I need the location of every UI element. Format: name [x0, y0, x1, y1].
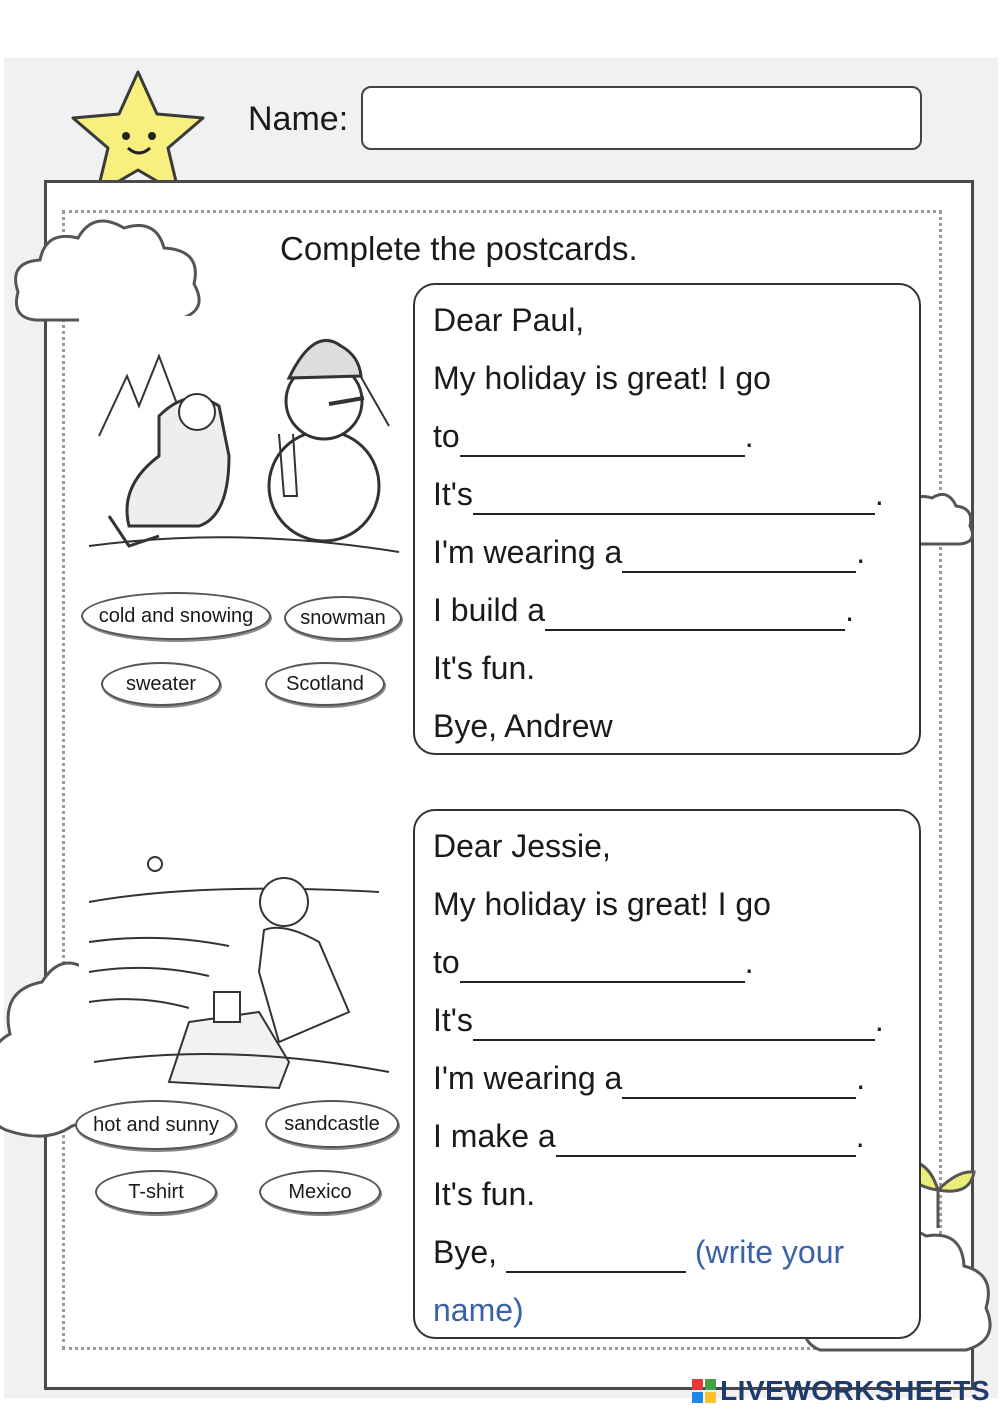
hint-text: (write your: [694, 1234, 845, 1270]
activity-answer-input[interactable]: [545, 595, 845, 631]
word-option: Scotland: [265, 662, 385, 706]
instructions: Complete the postcards.: [280, 230, 638, 267]
postcard-jessie: [413, 809, 921, 1339]
postcard-line: My holiday is great! I go: [433, 886, 771, 922]
word-option: snowman: [284, 596, 402, 640]
beach-scene-illustration: [79, 842, 399, 1092]
snowman-picture: [79, 316, 409, 719]
postcard-greeting: Dear Paul,: [433, 302, 585, 338]
postcard-line-weather: It's .: [433, 991, 919, 1049]
clothes-answer-input[interactable]: [622, 537, 856, 573]
word-option: cold and snowing: [81, 592, 271, 640]
postcard-greeting: Dear Jessie,: [433, 828, 611, 864]
postcard-line-activity: I make a .: [433, 1107, 919, 1165]
postcard-line-place: to .: [433, 407, 919, 465]
postcard-line-place: to .: [433, 933, 919, 991]
postcard-paul: [413, 283, 921, 755]
word-option: T-shirt: [95, 1170, 217, 1214]
postcard-line: It's fun.: [433, 1176, 536, 1212]
postcard-line: My holiday is great! I go: [433, 360, 771, 396]
word-option: Mexico: [259, 1170, 381, 1214]
name-label: Name:: [248, 100, 349, 138]
liveworksheets-logo: LIVEWORKSHEETS: [692, 1375, 990, 1407]
word-option: sweater: [101, 662, 221, 706]
word-option: sandcastle: [265, 1100, 399, 1148]
hint-text: name): [433, 1292, 524, 1328]
postcard-line-clothes: I'm wearing a .: [433, 523, 919, 581]
postcard-line: It's fun.: [433, 650, 536, 686]
postcard-closing-line: Bye, (write your: [433, 1223, 919, 1281]
postcard-line-clothes: I'm wearing a .: [433, 1049, 919, 1107]
place-answer-input[interactable]: [460, 947, 745, 983]
clothes-answer-input[interactable]: [622, 1063, 856, 1099]
beach-picture: [79, 842, 409, 1229]
postcard-line-activity: I build a .: [433, 581, 919, 639]
postcard-closing: Bye, Andrew: [433, 708, 613, 744]
place-answer-input[interactable]: [460, 421, 745, 457]
postcard-line-weather: It's .: [433, 465, 919, 523]
activity-answer-input[interactable]: [556, 1121, 856, 1157]
logo-icon: [692, 1379, 716, 1403]
weather-answer-input[interactable]: [473, 479, 875, 515]
snow-scene-illustration: [79, 316, 409, 566]
word-option: hot and sunny: [75, 1100, 237, 1150]
weather-answer-input[interactable]: [473, 1005, 875, 1041]
your-name-input[interactable]: [506, 1237, 686, 1273]
name-input[interactable]: [361, 86, 922, 150]
